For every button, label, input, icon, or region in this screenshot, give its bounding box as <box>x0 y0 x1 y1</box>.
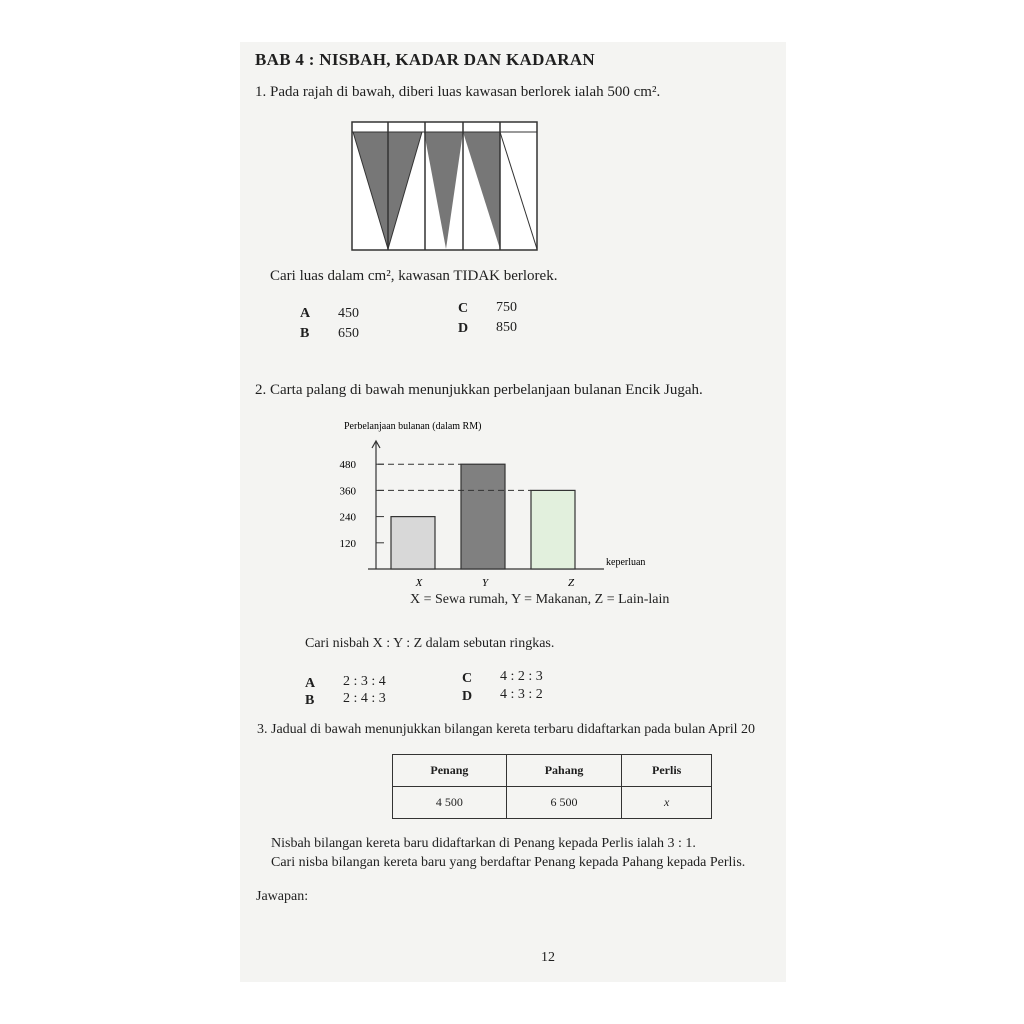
q1-option-d-value: 850 <box>496 320 517 335</box>
q1-option-a-value: 450 <box>338 306 359 321</box>
q1-question: Cari luas dalam cm², kawasan TIDAK berlorek. <box>270 268 558 284</box>
x-tick-label: Y <box>481 577 489 589</box>
table-header-row <box>393 755 712 787</box>
q1-option-c-letter: C <box>458 301 469 316</box>
q3-prompt: 3. Jadual di bawah menunjukkan bilangan kereta terbaru didaftarkan pada bulan April 20 <box>257 722 755 737</box>
y-tick-label: 480 <box>339 459 356 472</box>
y-tick-label: 240 <box>339 511 356 524</box>
chapter-title: BAB 4 : NISBAH, KADAR DAN KADARAN <box>255 50 595 69</box>
q2-option-b-letter: B <box>305 693 315 708</box>
table-cell-penang: 4 500 <box>393 787 507 819</box>
x-axis-title: keperluan <box>606 557 646 568</box>
bar-y <box>461 464 505 569</box>
bar-x <box>391 517 435 569</box>
q3-statement: Nisbah bilangan kereta baru didaftarkan di Penang kepada Perlis ialah 3 : 1. <box>271 836 696 851</box>
q1-triangle-diagram <box>350 120 540 252</box>
q2-option-d-letter: D <box>462 689 473 704</box>
y-tick-label: 120 <box>339 537 356 550</box>
q1-option-b-letter: B <box>300 326 310 341</box>
q2-legend-text: X = Sewa rumah, Y = Makanan, Z = Lain-lain <box>410 592 670 607</box>
y-axis-title: Perbelanjaan bulanan (dalam RM) <box>344 421 482 432</box>
q1-option-d-letter: D <box>458 321 469 336</box>
q2-option-d-value: 4 : 3 : 2 <box>500 687 543 702</box>
table-header-perlis: Perlis <box>622 755 712 787</box>
q2-option-b-value: 2 : 4 : 3 <box>343 691 386 706</box>
table-cell-perlis: x <box>622 787 712 819</box>
q2-question: Cari nisbah X : Y : Z dalam sebutan ringkas. <box>305 636 555 651</box>
expenditure-bar-chart <box>320 418 660 598</box>
q1-option-a-letter: A <box>300 306 311 321</box>
q1-option-c-value: 750 <box>496 300 517 315</box>
q2-option-c-value: 4 : 2 : 3 <box>500 669 543 684</box>
table-cell-pahang: 6 500 <box>506 787 622 819</box>
q2-prompt: 2. Carta palang di bawah menunjukkan perbelanjaan bulanan Encik Jugah. <box>255 382 703 398</box>
q1-option-b-value: 650 <box>338 326 359 341</box>
bar-z <box>531 490 575 569</box>
q1-prompt: 1. Pada rajah di bawah, diberi luas kawasan berlorek ialah 500 cm². <box>255 84 661 100</box>
table-header-pahang: Pahang <box>506 755 622 787</box>
table-row <box>393 787 712 819</box>
q2-option-a-letter: A <box>305 676 316 691</box>
y-tick-label: 360 <box>339 485 356 498</box>
page-number: 12 <box>541 950 555 965</box>
x-tick-label: X <box>415 577 423 589</box>
q2-option-a-value: 2 : 3 : 4 <box>343 674 386 689</box>
answer-label: Jawapan: <box>256 889 309 904</box>
q3-question: Cari nisba bilangan kereta baru yang berdaftar Penang kepada Pahang kepada Perlis. <box>271 855 746 870</box>
car-registration-table <box>392 754 712 819</box>
q2-option-c-letter: C <box>462 671 473 686</box>
x-tick-label: Z <box>567 577 575 589</box>
table-header-penang: Penang <box>393 755 507 787</box>
